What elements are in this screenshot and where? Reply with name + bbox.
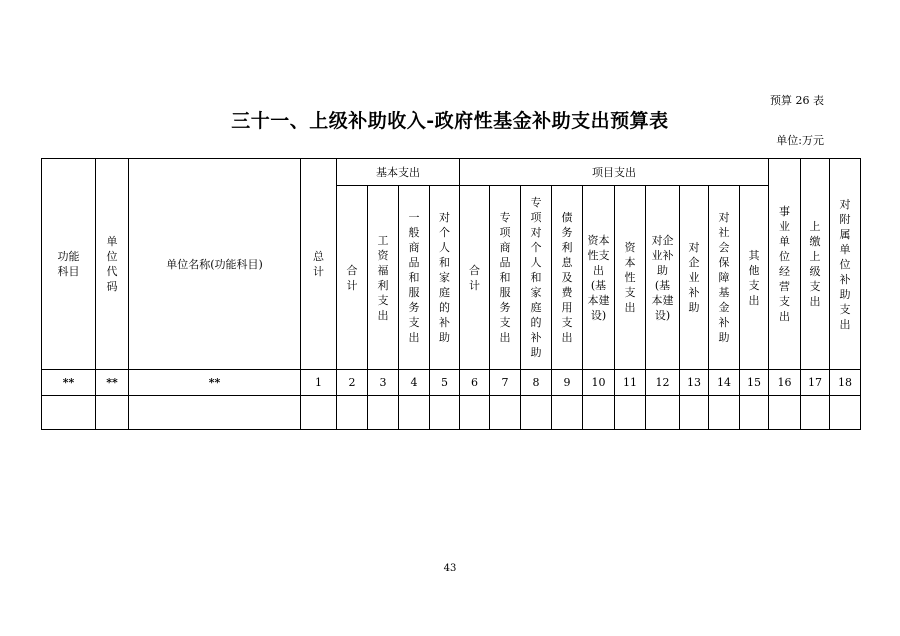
index-cell: 15 xyxy=(740,370,769,396)
empty-cell xyxy=(129,396,301,430)
index-row xyxy=(42,370,861,396)
empty-cell xyxy=(42,396,96,430)
empty-cell xyxy=(769,396,801,430)
header-unit-name: 单位名称(功能科目) xyxy=(129,159,301,370)
form-number: 预算 26 表 xyxy=(770,94,824,107)
header-basic-subtotal: 合计 xyxy=(337,186,368,370)
header-subsidy-to-affiliated: 对附属单位补助支出 xyxy=(830,159,861,370)
index-cell: 3 xyxy=(368,370,399,396)
header-func-subject: 功能科目 xyxy=(42,159,96,370)
empty-cell xyxy=(96,396,129,430)
header-enterprise-subsidy: 对企业补助 xyxy=(680,186,709,370)
header-unit-code: 单位代码 xyxy=(96,159,129,370)
empty-cell xyxy=(830,396,861,430)
header-debt-interest-costs: 债务利息及费用支出 xyxy=(552,186,583,370)
header-wages-welfare: 工资福利支出 xyxy=(368,186,399,370)
index-cell: 9 xyxy=(552,370,583,396)
empty-cell xyxy=(399,396,430,430)
index-cell: 1 xyxy=(301,370,337,396)
index-cell: ** xyxy=(42,370,96,396)
header-project-subtotal: 合计 xyxy=(460,186,490,370)
unit-label: 单位:万元 xyxy=(776,134,824,147)
header-general-goods-services: 一般商品和服务支出 xyxy=(399,186,430,370)
index-cell: 10 xyxy=(583,370,615,396)
empty-cell xyxy=(490,396,521,430)
empty-data-row xyxy=(42,396,861,430)
empty-cell xyxy=(552,396,583,430)
page-title: 三十一、上级补助收入-政府性基金补助支出预算表 xyxy=(231,110,669,132)
empty-cell xyxy=(368,396,399,430)
index-cell: 6 xyxy=(460,370,490,396)
empty-cell xyxy=(615,396,646,430)
empty-cell xyxy=(646,396,680,430)
index-cell: 2 xyxy=(337,370,368,396)
empty-cell xyxy=(709,396,740,430)
index-cell: ** xyxy=(96,370,129,396)
empty-cell xyxy=(680,396,709,430)
header-total: 总计 xyxy=(301,159,337,370)
index-cell: 12 xyxy=(646,370,680,396)
empty-cell xyxy=(801,396,830,430)
page-number: 43 xyxy=(443,563,457,574)
index-cell: 18 xyxy=(830,370,861,396)
header-row-1 xyxy=(42,159,861,186)
header-enterprise-subsidy-basic: 对企业补助(基本建设) xyxy=(646,186,680,370)
empty-cell xyxy=(337,396,368,430)
header-social-security-fund: 对社会保障基金补助 xyxy=(709,186,740,370)
index-cell: 8 xyxy=(521,370,552,396)
header-special-individual-family: 专项对个人和家庭的补助 xyxy=(521,186,552,370)
header-other-expenditure: 其他支出 xyxy=(740,186,769,370)
empty-cell xyxy=(521,396,552,430)
empty-cell xyxy=(301,396,337,430)
index-cell: 7 xyxy=(490,370,521,396)
index-cell: 11 xyxy=(615,370,646,396)
header-project-group: 项目支出 xyxy=(460,159,769,186)
header-public-institution-operating: 事业单位经营支出 xyxy=(769,159,801,370)
header-basic-group: 基本支出 xyxy=(337,159,460,186)
header-capital-basic-construction: 资本性支出(基本建设) xyxy=(583,186,615,370)
index-cell: 5 xyxy=(430,370,460,396)
index-cell: 16 xyxy=(769,370,801,396)
header-payment-to-higher: 上缴上级支出 xyxy=(801,159,830,370)
empty-cell xyxy=(583,396,615,430)
index-cell: 14 xyxy=(709,370,740,396)
index-cell: ** xyxy=(129,370,301,396)
header-individual-family-subsidy: 对个人和家庭的补助 xyxy=(430,186,460,370)
index-cell: 17 xyxy=(801,370,830,396)
empty-cell xyxy=(460,396,490,430)
budget-table xyxy=(41,158,861,430)
empty-cell xyxy=(740,396,769,430)
index-cell: 13 xyxy=(680,370,709,396)
index-cell: 4 xyxy=(399,370,430,396)
header-capital-expenditure: 资本性支出 xyxy=(615,186,646,370)
header-special-goods-services: 专项商品和服务支出 xyxy=(490,186,521,370)
empty-cell xyxy=(430,396,460,430)
